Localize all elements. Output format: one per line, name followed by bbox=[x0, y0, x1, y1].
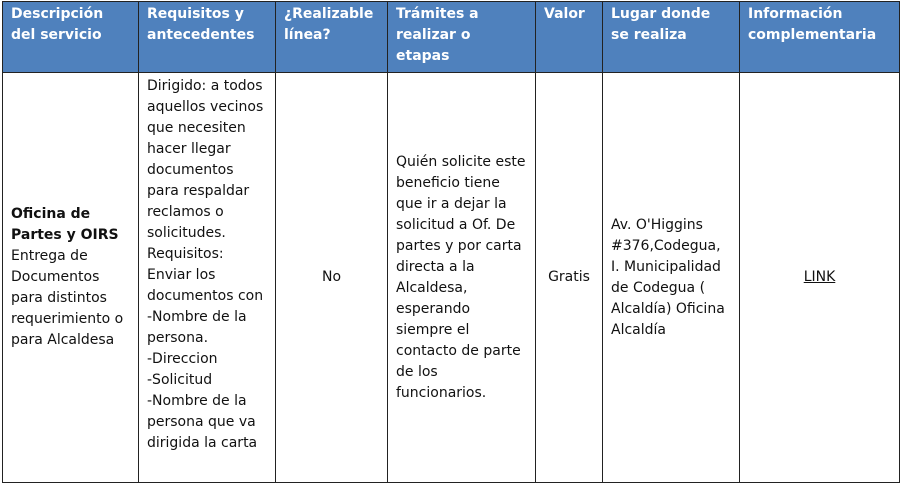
service-title: Oficina de Partes y OIRS bbox=[11, 206, 119, 243]
cell-description bbox=[3, 73, 139, 483]
cell-steps: Quién solicite este beneficio tiene que ir a dejar la solicitud a Of. De partes y por carta directa a la Alcaldesa, esperando siempre el contacto de parte de los funcionarios. bbox=[388, 73, 536, 483]
header-online: ¿Realizable línea? bbox=[276, 2, 388, 73]
header-place: Lugar donde se realiza bbox=[603, 2, 740, 73]
header-requirements: Requisitos y antecedentes bbox=[139, 2, 276, 73]
header-value: Valor bbox=[536, 2, 603, 73]
header-info: Información complementaria bbox=[740, 2, 900, 73]
cell-online: No bbox=[276, 73, 388, 483]
cell-place: Av. O'Higgins #376,Codegua, I. Municipalidad de Codegua ( Alcaldía) Oficina Alcaldía bbox=[603, 73, 740, 483]
info-link[interactable]: LINK bbox=[803, 269, 836, 285]
header-description: Descripción del servicio bbox=[3, 2, 139, 73]
cell-requirements: Dirigido: a todos aquellos vecinos que necesiten hacer llegar documentos para respaldar reclamos o solicitudes. Requisitos: Enviar los documentos con -Nombre de la persona. -Direccion -Solicitud -Nombre de la persona que va dirigida la carta bbox=[139, 73, 276, 483]
services-table bbox=[2, 1, 900, 483]
header-steps: Trámites a realizar o etapas bbox=[388, 2, 536, 73]
table-row bbox=[3, 73, 900, 483]
cell-info bbox=[740, 73, 900, 483]
cell-value: Gratis bbox=[536, 73, 603, 483]
service-description: Entrega de Documentos para distintos requerimiento o para Alcaldesa bbox=[11, 248, 124, 348]
header-row bbox=[3, 2, 900, 73]
